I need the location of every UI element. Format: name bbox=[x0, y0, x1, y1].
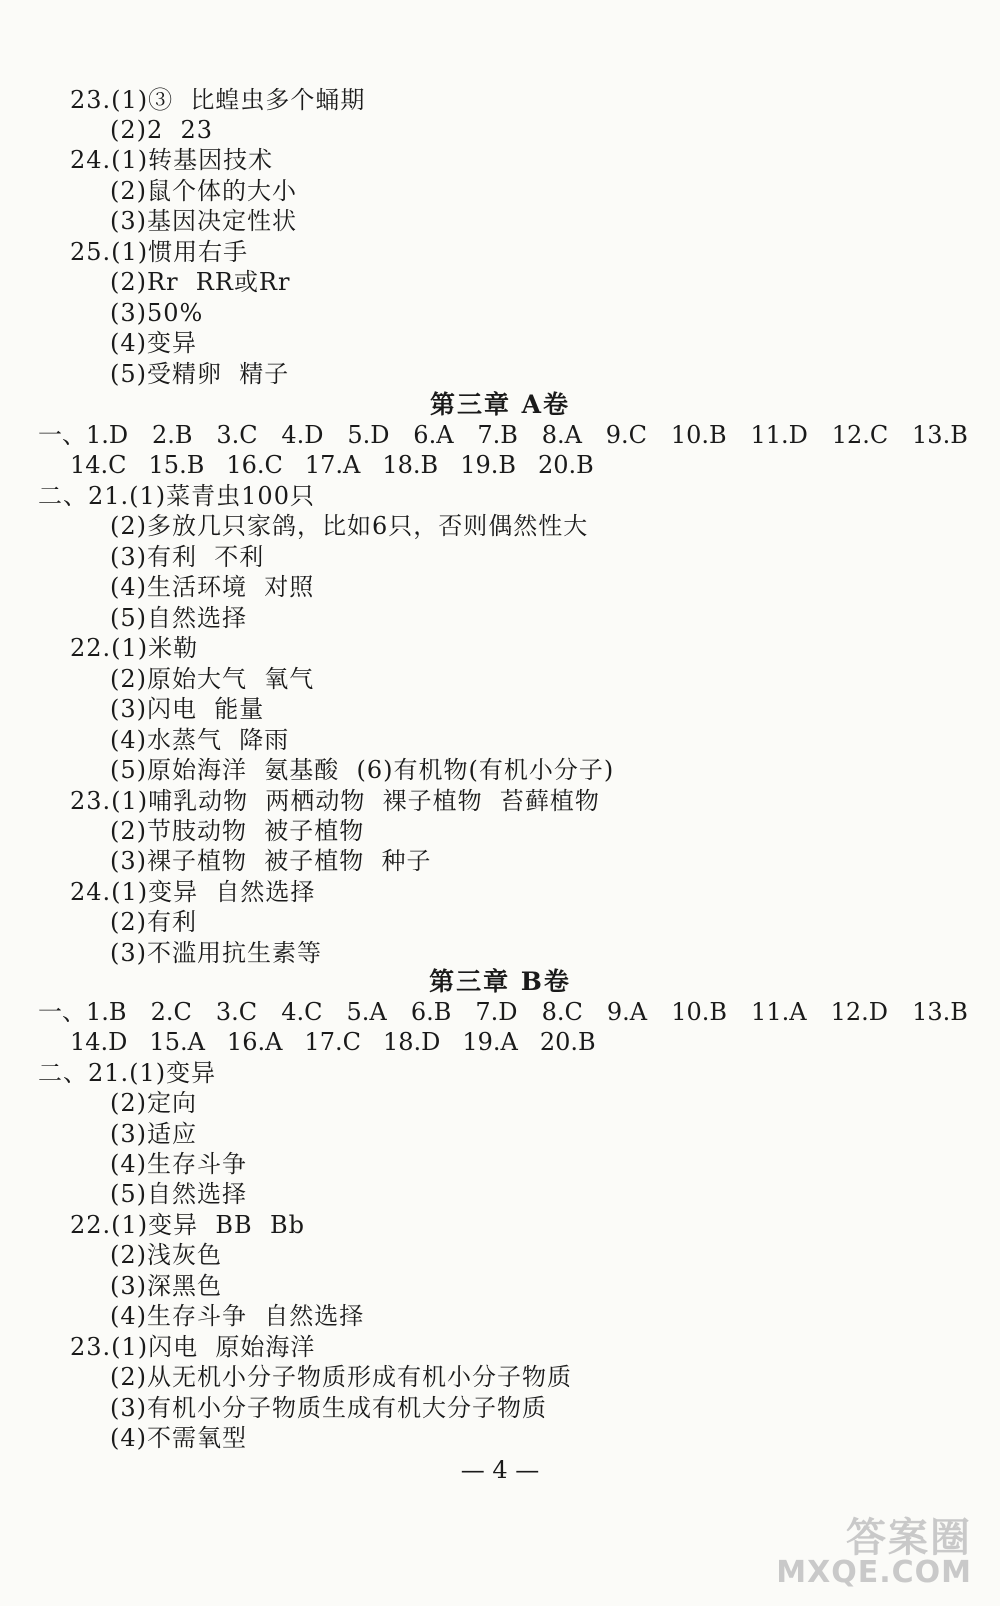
mc-answer: 19.A bbox=[462, 1028, 518, 1056]
mc-answer: 13.B bbox=[912, 421, 968, 449]
mc-answer: 15.A bbox=[149, 1028, 205, 1056]
section-b-mc-row-1 bbox=[38, 997, 968, 1027]
mc-answer: 3.C bbox=[215, 998, 258, 1026]
answer-line: (3)50% bbox=[110, 299, 204, 327]
answer-line: (2)2 23 bbox=[110, 116, 214, 144]
section-a-heading: 第三章 A卷 bbox=[429, 390, 571, 419]
answer-line: (5)受精卵 精子 bbox=[110, 360, 290, 388]
mc-answer: 2.C bbox=[150, 998, 192, 1026]
answer-line: (3)基因决定性状 bbox=[110, 207, 297, 235]
answer-line: (3)有利 不利 bbox=[110, 543, 265, 571]
watermark-url: MXQE.COM bbox=[776, 1555, 972, 1590]
mc-answer: 19.B bbox=[460, 451, 516, 479]
mc-answer: 7.D bbox=[475, 998, 518, 1026]
answer-line: (3)闪电 能量 bbox=[110, 695, 265, 723]
mc-answer: 16.C bbox=[226, 451, 283, 479]
mc-answer: 11.A bbox=[751, 998, 807, 1026]
mc-answer: 9.C bbox=[605, 421, 648, 449]
mc-answer: 5.A bbox=[346, 998, 387, 1026]
answer-line: 二、21.(1)变异 bbox=[38, 1059, 217, 1087]
answer-line: (2)有利 bbox=[110, 908, 197, 936]
answer-line: (2)鼠个体的大小 bbox=[110, 177, 297, 205]
mc-answer: 18.D bbox=[382, 1028, 441, 1056]
answer-line: (4)水蒸气 降雨 bbox=[110, 726, 290, 754]
section-b-heading: 第三章 B卷 bbox=[429, 967, 571, 996]
answer-line: (4)生存斗争 自然选择 bbox=[110, 1302, 365, 1330]
mc-answer: 12.D bbox=[830, 998, 889, 1026]
mc-answer: 5.D bbox=[347, 421, 390, 449]
mc-answer: 17.A bbox=[304, 451, 361, 479]
mc-answer: 4.D bbox=[281, 421, 324, 449]
answer-line: (2)节肢动物 被子植物 bbox=[110, 817, 365, 845]
mc-answer: 10.B bbox=[670, 421, 727, 449]
answer-line: (3)适应 bbox=[110, 1120, 197, 1148]
answer-line: (5)自然选择 bbox=[110, 1180, 247, 1208]
section-a-mc-row-2 bbox=[70, 450, 594, 480]
watermark-logo bbox=[776, 1515, 972, 1590]
answer-line: (3)不滥用抗生素等 bbox=[110, 939, 322, 967]
answer-line: 二、21.(1)菜青虫100只 bbox=[38, 482, 315, 510]
mc-answer: 11.D bbox=[750, 421, 808, 449]
mc-answer: 15.B bbox=[148, 451, 205, 479]
answer-line: (3)裸子植物 被子植物 种子 bbox=[110, 847, 432, 875]
answer-line: (4)不需氧型 bbox=[110, 1424, 247, 1452]
mc-answer: 一、1.B bbox=[38, 998, 127, 1026]
mc-answer: 18.B bbox=[382, 451, 439, 479]
mc-answer: 12.C bbox=[831, 421, 889, 449]
watermark-text: 答案圈 bbox=[846, 1515, 972, 1561]
page-number: — 4 — bbox=[460, 1456, 540, 1484]
mc-answer: 10.B bbox=[671, 998, 727, 1026]
answer-line: (4)变异 bbox=[110, 329, 197, 357]
mc-answer: 14.D bbox=[70, 1028, 128, 1056]
mc-answer: 8.A bbox=[541, 421, 582, 449]
answer-line: 23.(1)③ 比蝗虫多个蛹期 bbox=[70, 86, 366, 114]
answer-line: (2)从无机小分子物质形成有机小分子物质 bbox=[110, 1363, 572, 1391]
answer-line: 23.(1)闪电 原始海洋 bbox=[70, 1333, 316, 1361]
section-a-mc-row-1 bbox=[38, 420, 968, 450]
answer-line: (5)自然选择 bbox=[110, 604, 247, 632]
answer-line: (4)生活环境 对照 bbox=[110, 573, 315, 601]
mc-answer: 7.B bbox=[477, 421, 518, 449]
answer-line: (2)多放几只家鸽，比如6只，否则偶然性大 bbox=[110, 512, 589, 540]
answer-line: (4)生存斗争 bbox=[110, 1150, 247, 1178]
mc-answer: 17.C bbox=[304, 1028, 361, 1056]
answer-line: (3)有机小分子物质生成有机大分子物质 bbox=[110, 1394, 547, 1422]
mc-answer: 3.C bbox=[216, 421, 258, 449]
mc-answer: 16.A bbox=[226, 1028, 283, 1056]
answer-line: (2)原始大气 氧气 bbox=[110, 665, 315, 693]
answer-line: (2)浅灰色 bbox=[110, 1241, 222, 1269]
answer-line: 24.(1)变异 自然选择 bbox=[70, 878, 316, 906]
mc-answer: 14.C bbox=[70, 451, 127, 479]
answer-line: 25.(1)惯用右手 bbox=[70, 238, 249, 266]
answer-line: (3)深黑色 bbox=[110, 1272, 222, 1300]
mc-answer: 4.C bbox=[281, 998, 323, 1026]
mc-answer: 6.A bbox=[413, 421, 454, 449]
mc-answer: 13.B bbox=[912, 998, 968, 1026]
answer-line: 23.(1)哺乳动物 两栖动物 裸子植物 苔藓植物 bbox=[70, 787, 600, 815]
answer-line: 22.(1)变异 BB Bb bbox=[70, 1211, 305, 1239]
section-b-mc-row-2 bbox=[70, 1027, 596, 1057]
mc-answer: 2.B bbox=[151, 421, 193, 449]
answer-line: (5)原始海洋 氨基酸 (6)有机物(有机小分子) bbox=[110, 756, 615, 784]
answer-line: (2)Rr RR或Rr bbox=[110, 268, 291, 296]
mc-answer: 6.B bbox=[410, 998, 452, 1026]
mc-answer: 一、1.D bbox=[38, 421, 129, 449]
mc-answer: 20.B bbox=[539, 1028, 596, 1056]
mc-answer: 20.B bbox=[538, 451, 594, 479]
answer-line: 22.(1)米勒 bbox=[70, 634, 199, 662]
mc-answer: 8.C bbox=[541, 998, 583, 1026]
answer-line: 24.(1)转基因技术 bbox=[70, 146, 274, 174]
answer-line: (2)定向 bbox=[110, 1089, 197, 1117]
mc-answer: 9.A bbox=[606, 998, 648, 1026]
